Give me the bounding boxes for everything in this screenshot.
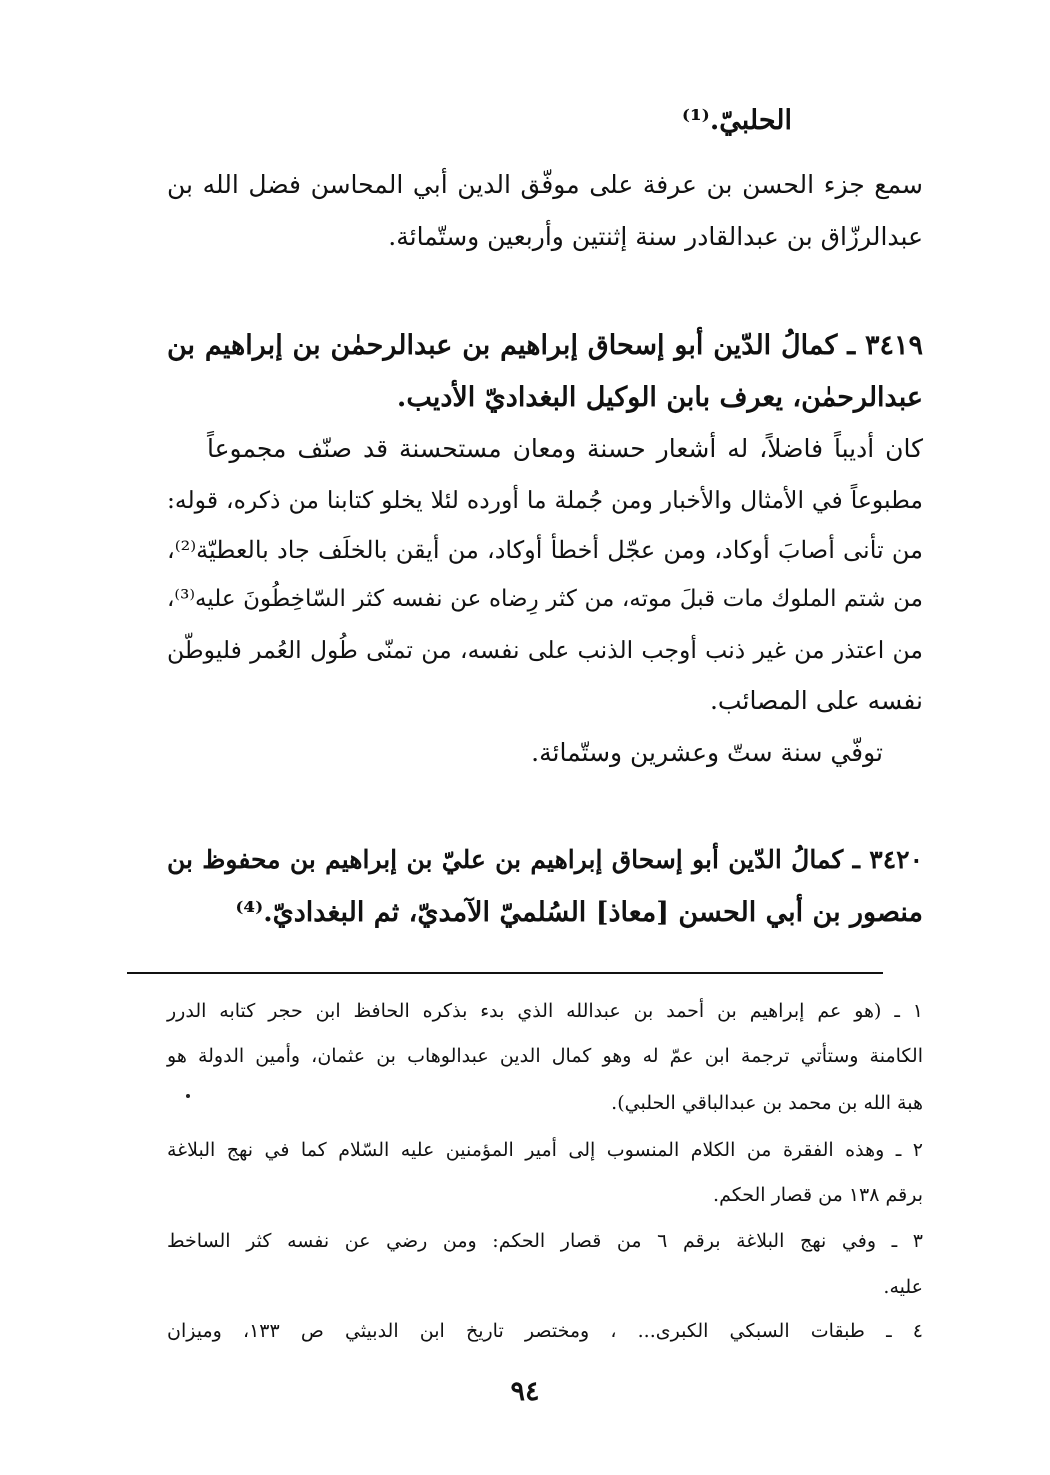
body-line: كان أديباً فاضلاً، له أشعار حسنة ومعان مستحسنة قد صنّف مجموعاً xyxy=(207,434,923,463)
body-line: سمع جزء الحسن بن عرفة على موفّق الدين أبي المحاسن فضل الله بن xyxy=(167,170,923,199)
footnote-2-line: ٢ ـ وهذه الفقرة من الكلام المنسوب إلى أمير المؤمنين عليه السّلام كما في نهج البلاغة xyxy=(167,1139,923,1161)
footnote-1-line: ١ ـ (هو عم إبراهيم بن أحمد بن عبدالله الذي بدء بذكره الحافظ ابن حجر كتابه الدرر xyxy=(167,1000,923,1022)
body-line: عبدالرزّاق بن عبدالقادر سنة إثنتين وأربعين وستّمائة. xyxy=(388,222,923,251)
entry-heading-3419: ٣٤١٩ ـ كمالُ الدّين أبو إسحاق إبراهيم بن عبدالرحمٰن بن إبراهيم بن xyxy=(167,330,923,361)
footnote-separator xyxy=(127,972,883,974)
entry-heading-3420-cont: منصور بن أبي الحسن [معاذ] السُلميّ الآمديّ، ثم البغداديّ.⁽⁴⁾ xyxy=(235,897,923,928)
entry-heading-3419-cont: عبدالرحمٰن، يعرف بابن الوكيل البغداديّ الأديب. xyxy=(396,382,923,413)
entry-heading-3420: ٣٤٢٠ ـ كمالُ الدّين أبو إسحاق إبراهيم بن عليّ بن إبراهيم بن محفوظ بن xyxy=(167,845,923,874)
body-line: نفسه على المصائب. xyxy=(709,686,923,715)
footnote-2-line: برقم ١٣٨ من قصار الحكم. xyxy=(713,1184,923,1206)
stray-dot xyxy=(186,1094,190,1098)
entry-continuation-title: الحلبيّ.⁽¹⁾ xyxy=(681,105,792,136)
body-line: من اعتذر من غير ذنب أوجب الذنب على نفسه، من تمنّى طُول العُمر فليوطّن xyxy=(167,636,923,664)
body-line: مطبوعاً في الأمثال والأخبار ومن جُملة ما أورده لئلا يخلو كتابنا من ذكره، قوله: xyxy=(167,486,923,514)
body-line: من تأنى أصابَ أوكاد، ومن عجّل أخطأ أوكاد، من أيقن بالخلَف جاد بالعطيّة⁽²⁾، xyxy=(167,536,923,564)
footnote-1-line: هبة الله بن محمد بن عبدالباقي الحلبي). xyxy=(611,1092,923,1114)
footnote-1-line: الكامنة وستأتي ترجمة ابن عمّ له وهو كمال الدين عبدالوهاب بن عثمان، وأمين الدولة هو xyxy=(167,1045,923,1067)
page-number: ٩٤ xyxy=(510,1376,540,1407)
body-line: من شتم الملوك مات قبلَ موته، من كثر رِضاه عن نفسه كثر السّاخِطُونَ عليه⁽³⁾، xyxy=(167,586,923,612)
footnote-4-line: ٤ ـ طبقات السبكي الكبرى... ، ومختصر تاريخ ابن الدبيثي ص ١٣٣، وميزان xyxy=(167,1320,923,1342)
footnote-3-line: عليه. xyxy=(883,1276,923,1298)
footnote-3-line: ٣ ـ وفي نهج البلاغة برقم ٦ من قصار الحكم: ومن رضي عن نفسه كثر الساخط xyxy=(167,1230,923,1252)
death-date-line: توفّي سنة ستّ وعشرين وستّمائة. xyxy=(531,738,883,767)
